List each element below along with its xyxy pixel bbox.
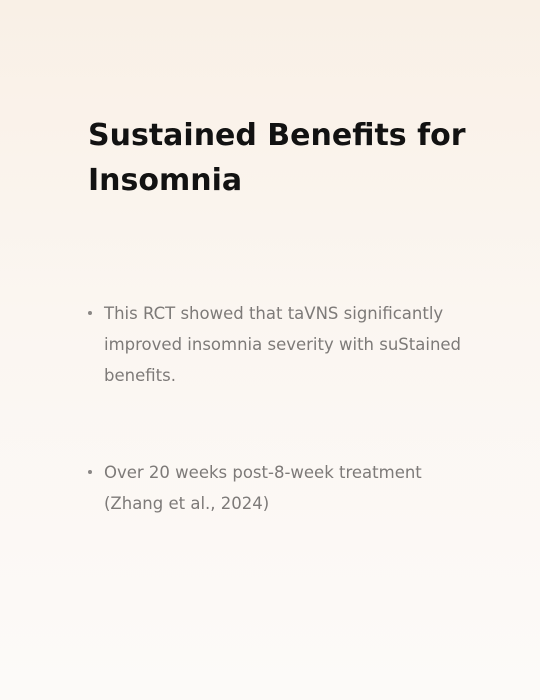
bullet-text: Over 20 weeks post-8-week treatment (Zhang et al., 2024): [104, 463, 422, 513]
bullet-item-rct-result: [88, 298, 473, 391]
slide-title: Sustained Benefits for Insomnia: [88, 118, 466, 198]
bullet-dot-icon: [88, 311, 92, 315]
bullet-text: This RCT showed that taVNS significantly improved insomnia severity with suStained benefits.: [104, 304, 462, 385]
bullet-dot-icon: [88, 470, 92, 474]
bullet-list: [88, 298, 473, 519]
bullet-item-duration: [88, 457, 473, 519]
